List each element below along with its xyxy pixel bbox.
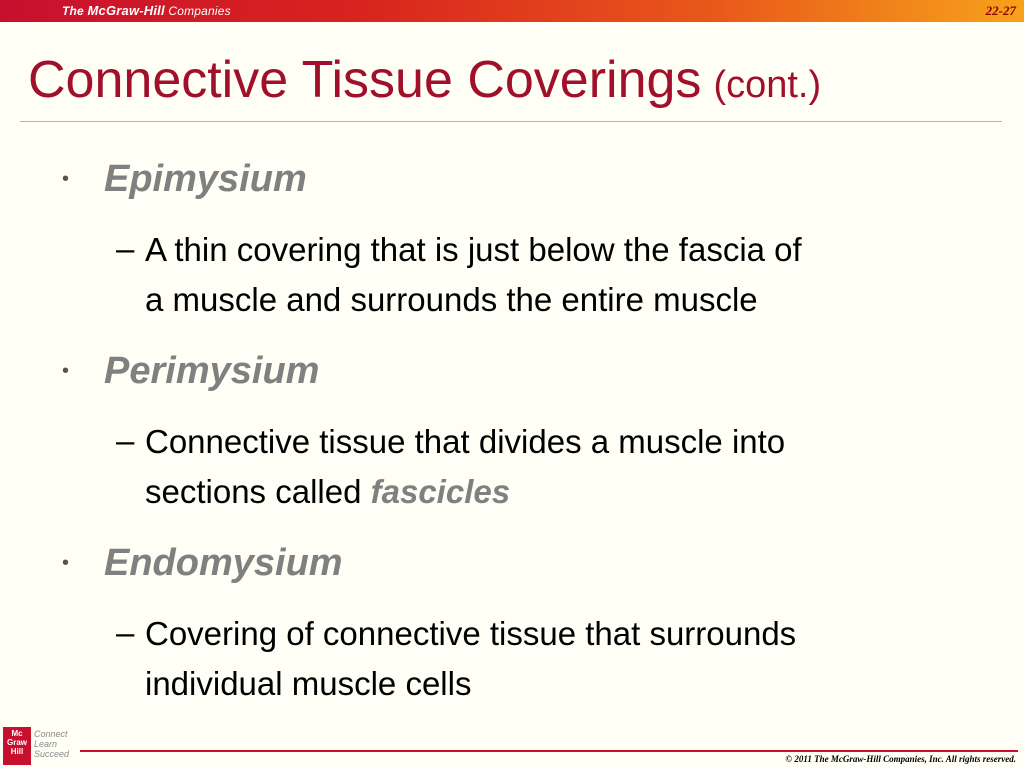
definition-line: Connective tissue that divides a muscle into <box>145 423 786 460</box>
brand-name: McGraw-Hill <box>87 3 165 18</box>
footer-divider <box>80 750 1018 752</box>
tagline-line: Succeed <box>34 749 70 759</box>
definition-text: sections called <box>145 473 362 510</box>
dash-marker: – <box>116 422 135 459</box>
bullet-marker: • <box>62 360 70 382</box>
copyright-notice: © 2011 The McGraw-Hill Companies, Inc. All rights reserved. <box>785 754 1016 764</box>
dash-marker: – <box>116 230 135 267</box>
definition-line: A thin covering that is just below the fascia of <box>145 231 802 268</box>
term-perimysium: Perimysium <box>104 350 320 392</box>
tagline-line: Connect <box>34 729 68 739</box>
tagline <box>34 729 69 759</box>
bullet-marker: • <box>62 552 70 574</box>
definition-line: a muscle and surrounds the entire muscle <box>145 281 758 318</box>
bullet-marker: • <box>62 168 70 190</box>
term-epimysium: Epimysium <box>104 158 307 200</box>
definition-perimysium <box>145 417 975 517</box>
definition-epimysium <box>145 225 975 325</box>
slide-title-suffix: (cont.) <box>713 64 822 106</box>
definition-line: individual muscle cells <box>145 665 472 702</box>
definition-line: Covering of connective tissue that surrounds <box>145 615 797 652</box>
dash-marker: – <box>116 614 135 651</box>
slide-number: 22-27 <box>985 3 1016 18</box>
term-fascicles: fascicles <box>370 473 511 510</box>
logo-line: Mc <box>11 729 23 738</box>
logo-line: Graw <box>6 738 27 747</box>
brand-suffix: Companies <box>168 4 231 18</box>
logo-line: Hill <box>10 747 24 756</box>
brand-prefix: The <box>62 4 84 18</box>
mcgraw-hill-logo <box>3 727 31 765</box>
definition-line <box>145 467 975 517</box>
tagline-line: Learn <box>34 739 58 749</box>
definition-endomysium <box>145 609 975 709</box>
term-endomysium: Endomysium <box>104 542 343 584</box>
slide-title-main: Connective Tissue Coverings <box>28 51 702 109</box>
